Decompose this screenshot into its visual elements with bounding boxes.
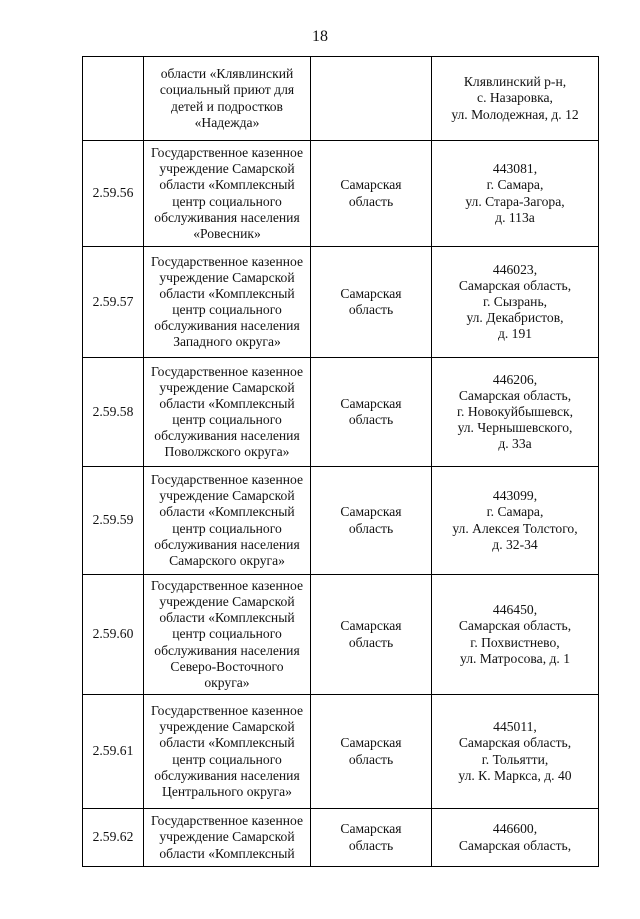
page-number: 18 (312, 28, 328, 45)
table-row (83, 695, 599, 809)
row-number-cell: 2.59.60 (83, 575, 144, 695)
region-cell: Самарская область (311, 809, 432, 867)
table-row (83, 57, 599, 141)
institution-name-cell: Государственное казенное учреждение Самарской области «Комплексный центр социального обслуживания населения «Ровесник» (144, 141, 311, 247)
table-row (83, 809, 599, 867)
address-cell: 443081, г. Самара, ул. Стара-Загора, д. 113а (432, 141, 599, 247)
table-row (83, 247, 599, 358)
region-cell: Самарская область (311, 141, 432, 247)
institution-name-cell: Государственное казенное учреждение Самарской области «Комплексный (144, 809, 311, 867)
region-cell: Самарская область (311, 695, 432, 809)
region-cell: Самарская область (311, 575, 432, 695)
institution-name-cell: области «Клявлинский социальный приют для детей и подростков «Надежда» (144, 57, 311, 141)
address-cell: 446600, Самарская область, (432, 809, 599, 867)
row-number-cell: 2.59.61 (83, 695, 144, 809)
institution-name-cell: Государственное казенное учреждение Самарской области «Комплексный центр социального обслуживания населения Самарского округа» (144, 467, 311, 575)
address-cell: Клявлинский р-н, с. Назаровка, ул. Молодежная, д. 12 (432, 57, 599, 141)
row-number-cell: 2.59.62 (83, 809, 144, 867)
table-row (83, 358, 599, 467)
table-body (83, 57, 599, 867)
address-cell: 445011, Самарская область, г. Тольятти, ул. К. Маркса, д. 40 (432, 695, 599, 809)
row-number-cell: 2.59.57 (83, 247, 144, 358)
institution-name-cell: Государственное казенное учреждение Самарской области «Комплексный центр социального обслуживания населения Центрального округа» (144, 695, 311, 809)
address-cell: 446450, Самарская область, г. Похвистнево, ул. Матросова, д. 1 (432, 575, 599, 695)
table-row (83, 467, 599, 575)
region-cell: Самарская область (311, 467, 432, 575)
region-cell: Самарская область (311, 358, 432, 467)
row-number-cell: 2.59.58 (83, 358, 144, 467)
row-number-cell: 2.59.56 (83, 141, 144, 247)
row-number-cell: 2.59.59 (83, 467, 144, 575)
institutions-table (82, 56, 599, 867)
region-cell (311, 57, 432, 141)
institution-name-cell: Государственное казенное учреждение Самарской области «Комплексный центр социального обслуживания населения Западного округа» (144, 247, 311, 358)
region-cell: Самарская область (311, 247, 432, 358)
address-cell: 446023, Самарская область, г. Сызрань, ул. Декабристов, д. 191 (432, 247, 599, 358)
institution-name-cell: Государственное казенное учреждение Самарской области «Комплексный центр социального обслуживания населения Северо-Восточного округа» (144, 575, 311, 695)
institution-name-cell: Государственное казенное учреждение Самарской области «Комплексный центр социального обслуживания населения Поволжского округа» (144, 358, 311, 467)
address-cell: 446206, Самарская область, г. Новокуйбышевск, ул. Чернышевского, д. 33а (432, 358, 599, 467)
row-number-cell (83, 57, 144, 141)
table-row (83, 575, 599, 695)
table-row (83, 141, 599, 247)
address-cell: 443099, г. Самара, ул. Алексея Толстого, д. 32-34 (432, 467, 599, 575)
